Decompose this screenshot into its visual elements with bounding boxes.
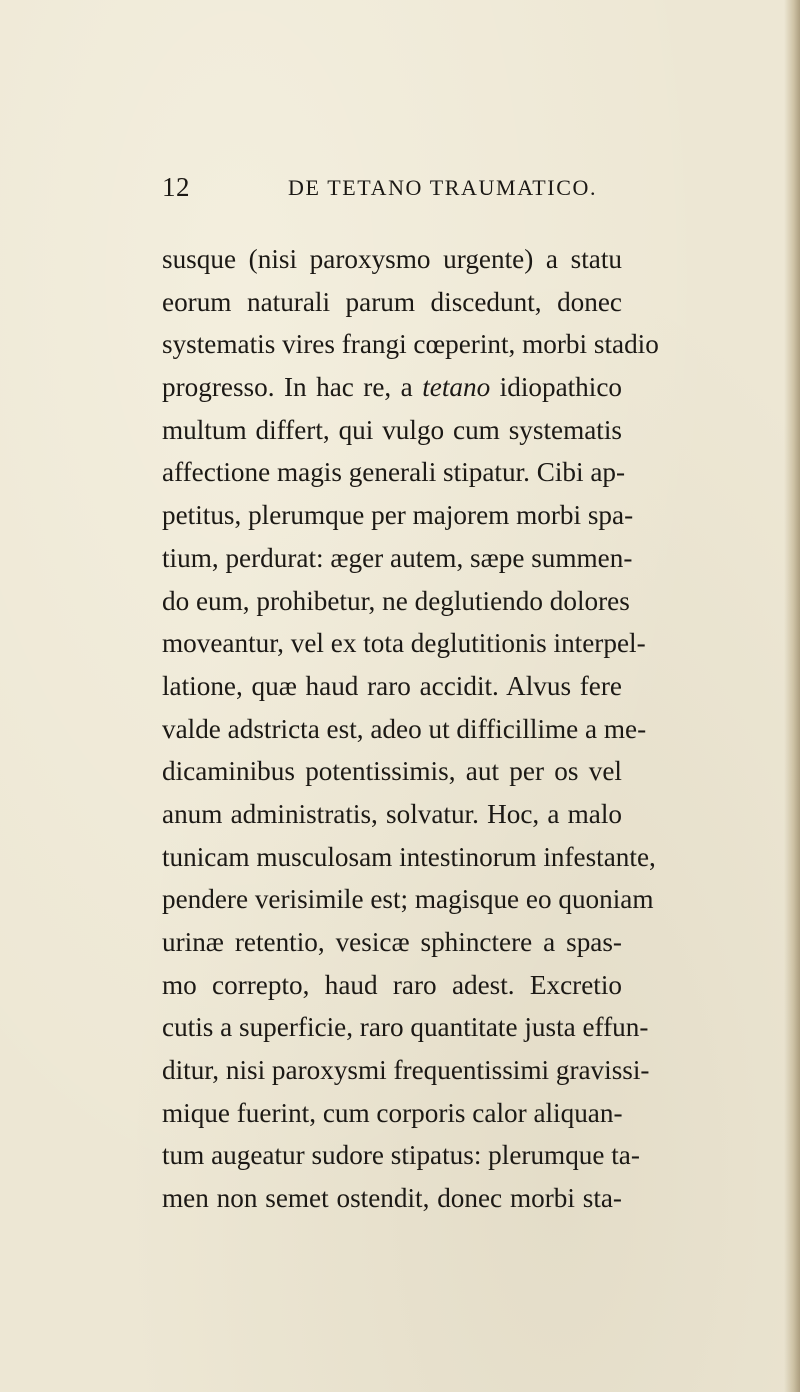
text-line: tum augeatur sudore stipatus: plerumque ta-: [162, 1140, 640, 1171]
text-line: cutis a superficie, raro quantitate justa effun-: [162, 1012, 649, 1043]
text-line: pendere verisimile est; magisque eo quoniam: [162, 884, 654, 915]
text-line: latione, quæ haud raro accidit. Alvus fere: [162, 670, 622, 701]
text-line: tium, perdurat: æger autem, sæpe summen-: [162, 542, 633, 573]
text-segment: progresso. In hac re, a: [162, 372, 423, 403]
body-text: [162, 242, 659, 1224]
page-edge-shadow: [784, 0, 800, 1392]
page-number: 12: [162, 172, 190, 202]
text-line: eorum naturali parum discedunt, donec: [162, 286, 622, 317]
italic-term: tetano: [422, 372, 491, 403]
text-line: anum administratis, solvatur. Hoc, a malo: [162, 798, 622, 829]
text-line: moveantur, vel ex tota deglutitionis interpel-: [162, 628, 646, 659]
text-line: mo correpto, haud raro adest. Excretio: [162, 969, 622, 1000]
text-line: ditur, nisi paroxysmi frequentissimi gravissi-: [162, 1055, 650, 1086]
text-line: multum differt, qui vulgo cum systematis: [162, 414, 622, 445]
text-line: dicaminibus potentissimis, aut per os vel: [162, 756, 622, 787]
text-line: valde adstricta est, adeo ut difficillime a me-: [162, 713, 647, 744]
text-line: affectione magis generali stipatur. Cibi ap-: [162, 457, 626, 488]
text-line: petitus, plerumque per majorem morbi spa-: [162, 500, 634, 531]
text-line: systematis vires frangi cœperint, morbi stadio: [162, 329, 659, 360]
text-line: urinæ retentio, vesicæ sphinctere a spas-: [162, 927, 622, 957]
text-line: mique fuerint, cum corporis calor aliquan-: [162, 1097, 623, 1128]
text-line: men non semet ostendit, donec morbi sta-: [162, 1183, 622, 1214]
page-header: [162, 172, 632, 212]
text-segment: idiopathico: [490, 372, 622, 403]
text-line: do eum, prohibetur, ne deglutiendo dolores: [162, 585, 630, 616]
text-line: susque (nisi paroxysmo urgente) a statu: [162, 244, 622, 274]
text-line: tunicam musculosam intestinorum infestante,: [162, 841, 656, 872]
running-title: DE TETANO TRAUMATICO.: [288, 175, 598, 200]
text-line: [162, 370, 622, 413]
